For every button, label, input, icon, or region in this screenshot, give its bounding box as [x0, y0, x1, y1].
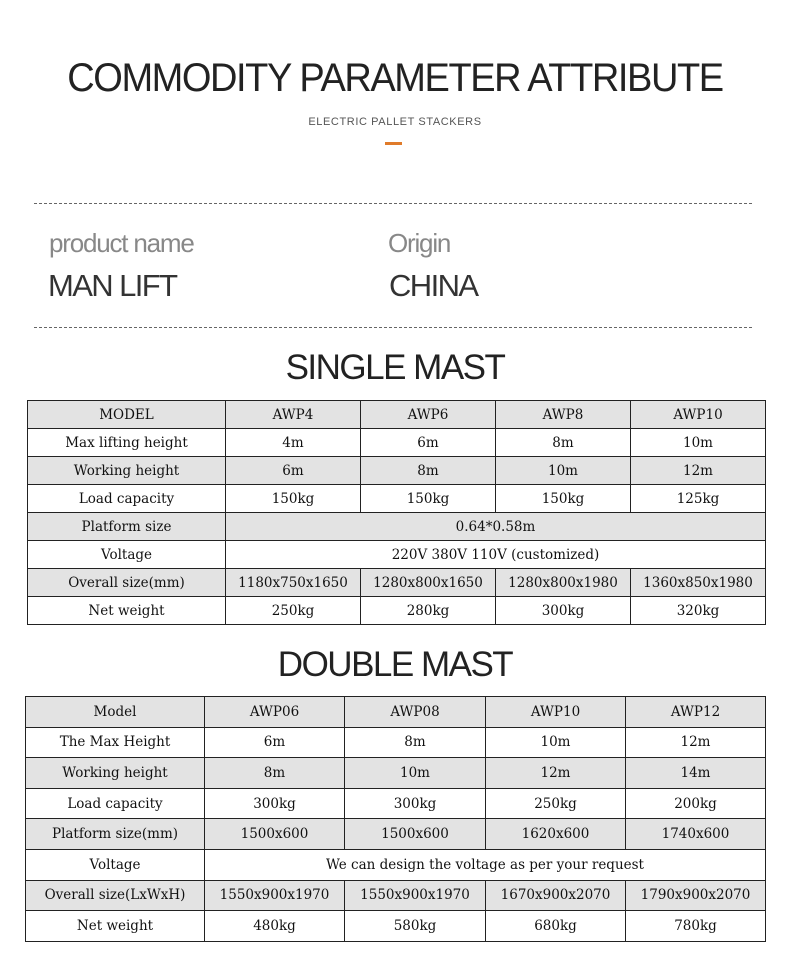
table-row	[28, 513, 766, 541]
row-label: Load capacity	[28, 485, 226, 513]
header-cell: AWP10	[631, 401, 766, 429]
table-cell: 1620x600	[486, 819, 626, 850]
table-row	[28, 457, 766, 485]
table-cell: 1740x600	[626, 819, 766, 850]
accent-divider	[385, 142, 402, 145]
table-row	[28, 597, 766, 625]
table-cell: 8m	[361, 457, 496, 485]
table-cell: 480kg	[205, 911, 345, 942]
table-cell: 320kg	[631, 597, 766, 625]
product-name-value: MAN LIFT	[48, 268, 177, 303]
row-label: Platform size(mm)	[26, 819, 205, 850]
table-cell: 280kg	[361, 597, 496, 625]
table-row	[26, 849, 766, 880]
row-label: Voltage	[28, 541, 226, 569]
header-cell: MODEL	[28, 401, 226, 429]
table-header-row	[28, 401, 766, 429]
table-cell: 300kg	[496, 597, 631, 625]
double-mast-table	[25, 696, 766, 942]
table-cell: 1500x600	[205, 819, 345, 850]
table-cell: 10m	[631, 429, 766, 457]
row-label: Load capacity	[26, 788, 205, 819]
table-row	[28, 569, 766, 597]
table-cell: 8m	[496, 429, 631, 457]
table-cell: 1280x800x1650	[361, 569, 496, 597]
table-cell: 6m	[205, 727, 345, 758]
table-cell: 680kg	[486, 911, 626, 942]
table-cell: 1550x900x1970	[345, 880, 486, 911]
table-cell: 4m	[226, 429, 361, 457]
table-cell: 780kg	[626, 911, 766, 942]
table-cell: 8m	[345, 727, 486, 758]
table-cell: 200kg	[626, 788, 766, 819]
dashed-divider-bottom	[34, 327, 752, 328]
header-cell: AWP10	[486, 697, 626, 728]
table-cell: 1360x850x1980	[631, 569, 766, 597]
table-cell: 580kg	[345, 911, 486, 942]
row-label: Net weight	[28, 597, 226, 625]
merged-cell: We can design the voltage as per your request	[205, 849, 766, 880]
row-label: Voltage	[26, 849, 205, 880]
table-cell: 12m	[626, 727, 766, 758]
table-cell: 10m	[345, 758, 486, 789]
row-label: The Max Height	[26, 727, 205, 758]
page-title: COMMODITY PARAMETER ATTRIBUTE	[67, 56, 723, 100]
table-row	[26, 880, 766, 911]
row-label: Net weight	[26, 911, 205, 942]
merged-cell: 0.64*0.58m	[226, 513, 766, 541]
table-cell: 250kg	[486, 788, 626, 819]
double-mast-title: DOUBLE MAST	[277, 645, 513, 684]
table-row	[28, 485, 766, 513]
table-row	[26, 788, 766, 819]
table-cell: 14m	[626, 758, 766, 789]
product-name-label: product name	[49, 228, 194, 258]
dashed-divider-top	[34, 203, 752, 204]
merged-cell: 220V 380V 110V (customized)	[226, 541, 766, 569]
origin-value: CHINA	[389, 268, 478, 303]
table-cell: 10m	[496, 457, 631, 485]
table-row	[28, 429, 766, 457]
table-cell: 12m	[631, 457, 766, 485]
row-label: Max lifting height	[28, 429, 226, 457]
table-row	[26, 911, 766, 942]
row-label: Overall size(LxWxH)	[26, 880, 205, 911]
table-row	[26, 727, 766, 758]
row-label: Overall size(mm)	[28, 569, 226, 597]
table-row	[28, 541, 766, 569]
table-cell: 1180x750x1650	[226, 569, 361, 597]
table-cell: 1280x800x1980	[496, 569, 631, 597]
table-row	[26, 819, 766, 850]
origin-label: Origin	[388, 228, 451, 258]
table-cell: 125kg	[631, 485, 766, 513]
table-cell: 150kg	[496, 485, 631, 513]
table-cell: 150kg	[226, 485, 361, 513]
page-subtitle: ELECTRIC PALLET STACKERS	[308, 116, 482, 128]
table-cell: 10m	[486, 727, 626, 758]
single-mast-title: SINGLE MAST	[285, 348, 505, 387]
table-cell: 300kg	[205, 788, 345, 819]
table-cell: 1790x900x2070	[626, 880, 766, 911]
header-cell: AWP8	[496, 401, 631, 429]
header-cell: AWP4	[226, 401, 361, 429]
row-label: Working height	[26, 758, 205, 789]
table-cell: 250kg	[226, 597, 361, 625]
single-mast-table	[27, 400, 766, 625]
table-row	[26, 758, 766, 789]
table-cell: 6m	[361, 429, 496, 457]
table-cell: 12m	[486, 758, 626, 789]
table-cell: 1550x900x1970	[205, 880, 345, 911]
table-cell: 1670x900x2070	[486, 880, 626, 911]
header-cell: AWP06	[205, 697, 345, 728]
row-label: Working height	[28, 457, 226, 485]
header-cell: AWP12	[626, 697, 766, 728]
header-cell: Model	[26, 697, 205, 728]
table-cell: 8m	[205, 758, 345, 789]
table-cell: 150kg	[361, 485, 496, 513]
table-header-row	[26, 697, 766, 728]
row-label: Platform size	[28, 513, 226, 541]
header-cell: AWP08	[345, 697, 486, 728]
table-cell: 6m	[226, 457, 361, 485]
table-cell: 300kg	[345, 788, 486, 819]
header-cell: AWP6	[361, 401, 496, 429]
table-cell: 1500x600	[345, 819, 486, 850]
